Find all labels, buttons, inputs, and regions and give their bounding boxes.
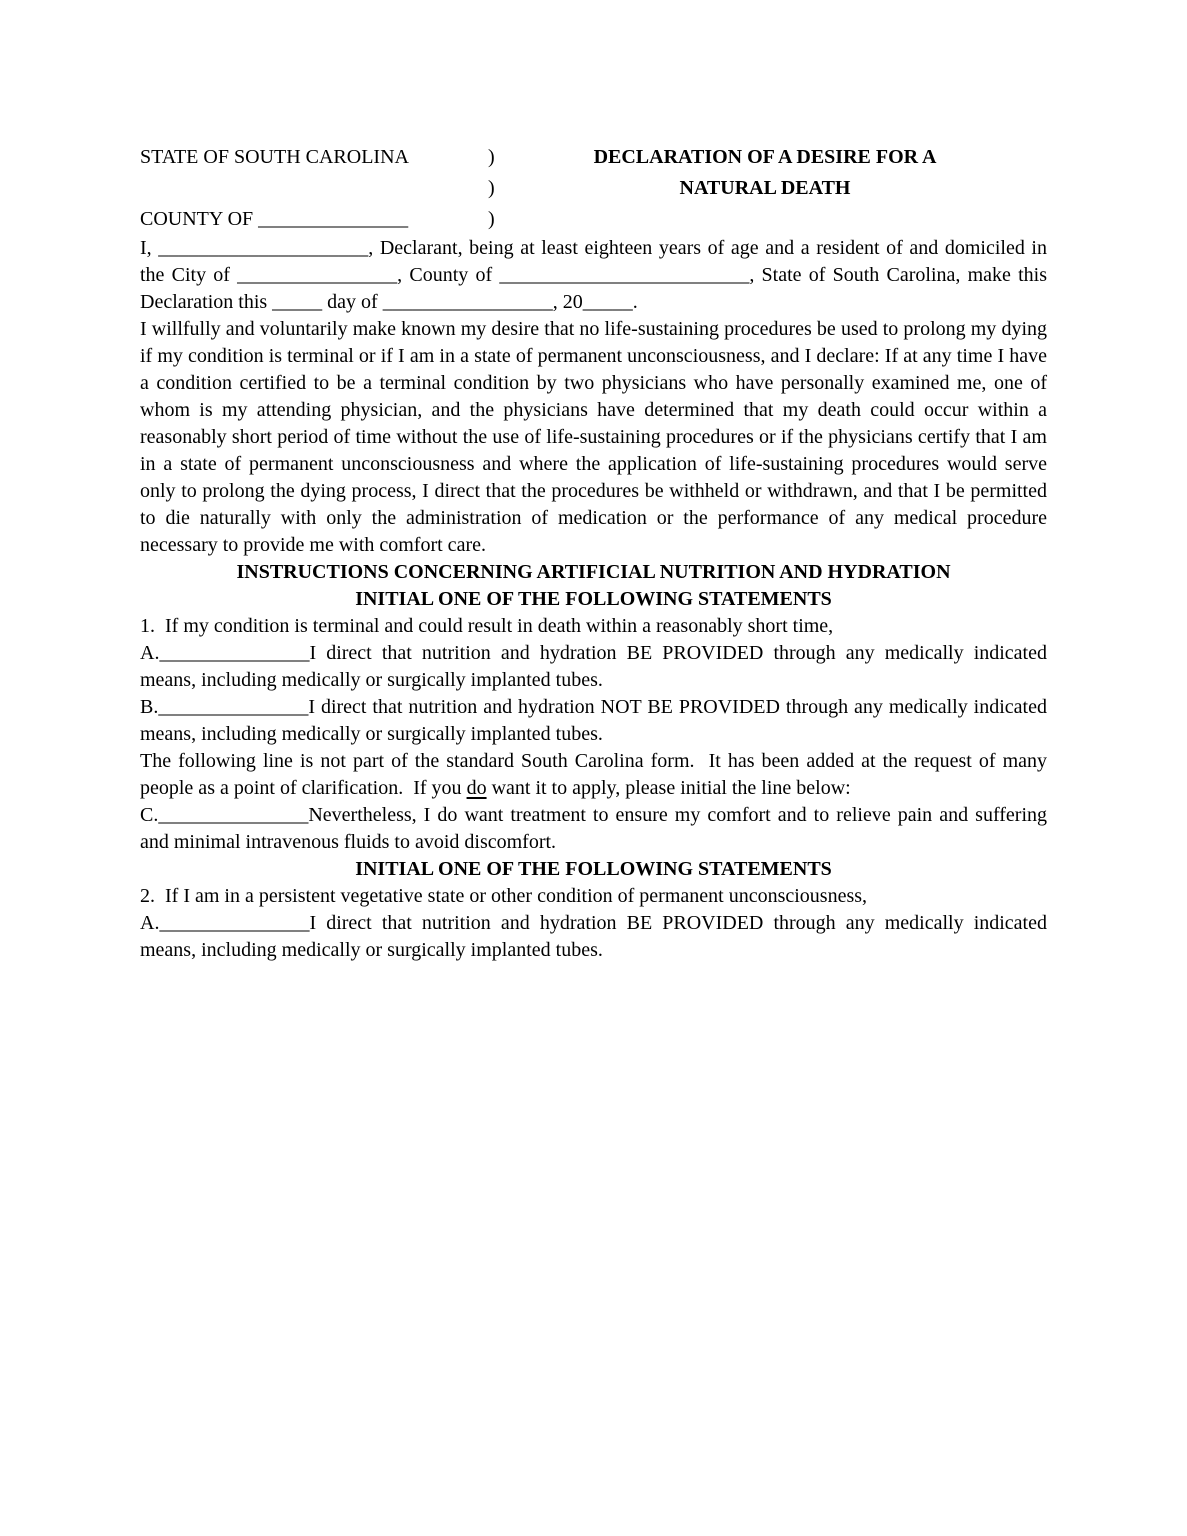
caption-row-3 — [140, 204, 1047, 235]
clarification-text-after-do: want it to apply, please initial the line below: — [486, 777, 851, 799]
caption-block — [140, 142, 1047, 235]
caption-row-2 — [140, 173, 1047, 204]
document-content — [140, 142, 1047, 964]
heading-initial-statements-2: INITIAL ONE OF THE FOLLOWING STATEMENTS — [355, 858, 832, 880]
caption-paren-1: ) — [488, 146, 495, 168]
statement-option-c: C._______________Nevertheless, I do want treatment to ensure my comfort and to relieve pain and suffering and minimal intravenous fluids to avoid discomfort. — [140, 804, 1047, 853]
document-title-line-2: NATURAL DEATH — [679, 177, 851, 199]
clarification-paragraph — [140, 748, 1047, 802]
declaration-paragraph: I willfully and voluntarily make known my desire that no life-sustaining procedures be used to prolong my dying if my condition is terminal or if I am in a state of permanent unconsciousness, and I declare: If at any time I have a condition certified to be a terminal condition by two physicians who have personally examined me, one of whom is my attending physician, and the physicians have determined that my death could occur within a reasonably short period of time without the use of life-sustaining procedures or if the physicians certify that I am in a state of permanent unconsciousness and where the application of life-sustaining procedures would serve only to prolong the dying process, I direct that the procedures be withheld or withdrawn, and that I be permitted to die naturally with only the administration of medication or the performance of any medical procedure necessary to provide me with comfort care. — [140, 318, 1047, 556]
county-line: COUNTY OF _______________ — [140, 208, 409, 230]
caption-left-spacer — [140, 173, 488, 204]
statement-1-intro: 1. If my condition is terminal and could result in death within a reasonably short time, — [140, 615, 834, 637]
heading-initial-statements-1: INITIAL ONE OF THE FOLLOWING STATEMENTS — [355, 588, 832, 610]
caption-paren-2: ) — [488, 177, 495, 199]
statement-2-option-a: A._______________I direct that nutrition and hydration BE PROVIDED through any medically indicated means, including medically or surgically implanted tubes. — [140, 912, 1047, 961]
statement-1-option-a: A._______________I direct that nutrition and hydration BE PROVIDED through any medically indicated means, including medically or surgically implanted tubes. — [140, 642, 1047, 691]
statement-1-option-b: B._______________I direct that nutrition and hydration NOT BE PROVIDED through any medically indicated means, including medically or surgically implanted tubes. — [140, 696, 1047, 745]
caption-row-1 — [140, 142, 1047, 173]
caption-right-spacer — [540, 204, 990, 235]
opening-paragraph: I, _____________________, Declarant, being at least eighteen years of age and a resident of and domiciled in the City of ________________, County of _________________________, State of South Carolina, make this Declaration this _____ day of _________________, 20_____. — [140, 237, 1047, 313]
heading-instructions: INSTRUCTIONS CONCERNING ARTIFICIAL NUTRITION AND HYDRATION — [236, 561, 951, 583]
statement-2-intro: 2. If I am in a persistent vegetative state or other condition of permanent unconsciousness, — [140, 885, 868, 907]
clarification-text-before-do: The following line is not part of the standard South Carolina form. It has been added at the request of many people as a point of clarification. If you — [140, 750, 1047, 799]
do-underlined-word: do — [466, 777, 487, 799]
state-line: STATE OF SOUTH CAROLINA — [140, 146, 409, 168]
document-title-line-1: DECLARATION OF A DESIRE FOR A — [593, 146, 937, 168]
caption-paren-3: ) — [488, 208, 495, 230]
